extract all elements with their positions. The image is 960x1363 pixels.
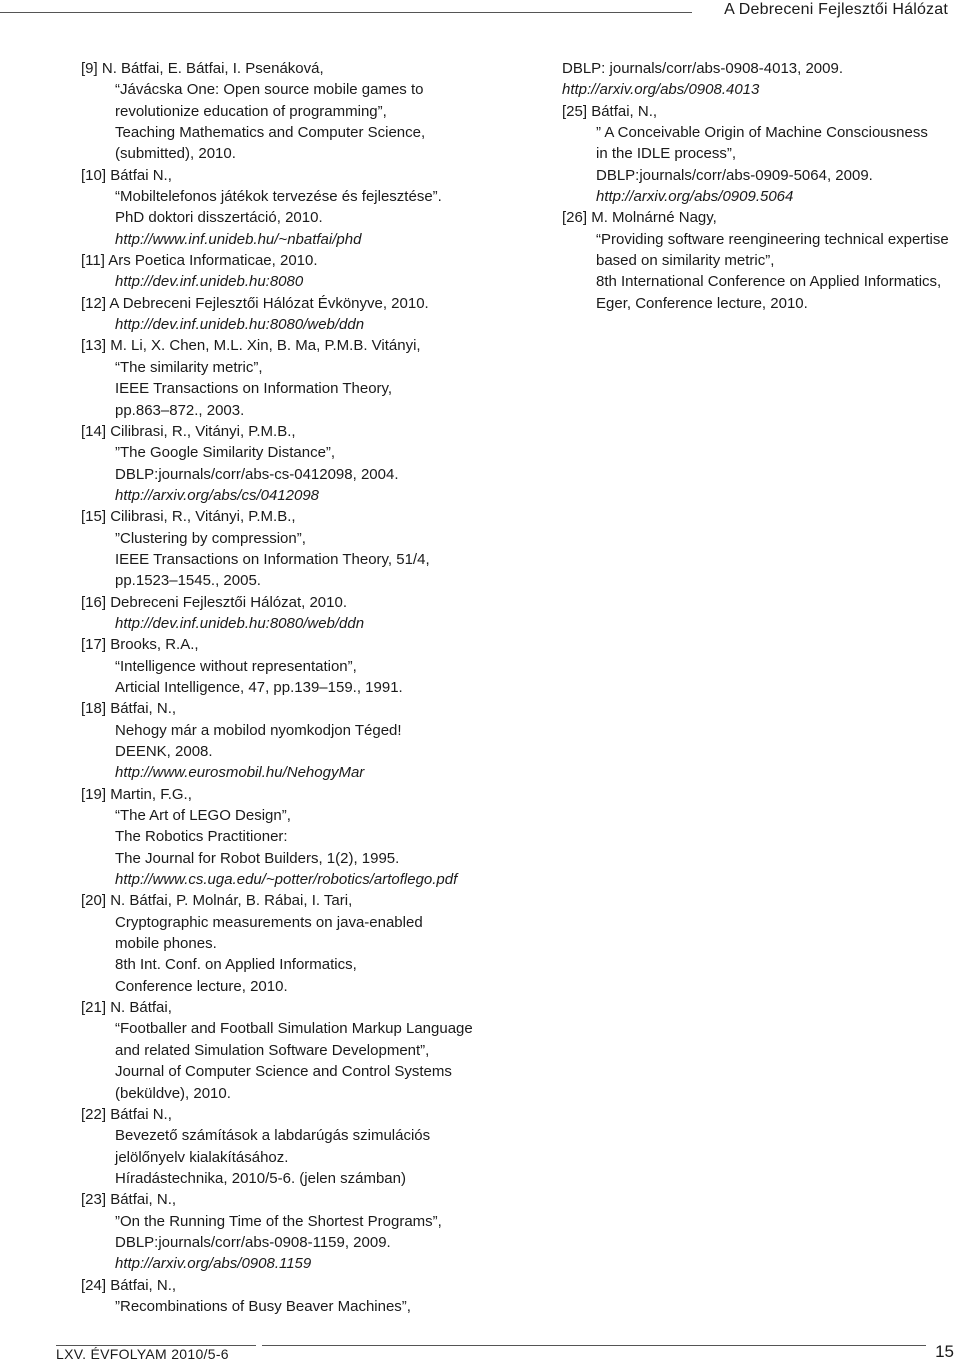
- reference-number: [22]: [81, 1105, 107, 1123]
- reference-text: The Robotics Practitioner:: [115, 828, 288, 846]
- reference-text: Bátfai, N.,: [110, 700, 177, 718]
- reference-text: N. Bátfai,: [110, 999, 172, 1017]
- reference-url[interactable]: http://www.eurosmobil.hu/NehogyMar: [115, 764, 365, 782]
- reference-text: Debreceni Fejlesztői Hálózat, 2010.: [110, 593, 347, 611]
- reference-url[interactable]: http://dev.inf.unideb.hu:8080: [115, 273, 304, 291]
- reference-number: [15]: [81, 508, 107, 526]
- reference-text: Híradástechnika, 2010/5-6. (jelen számban): [115, 1169, 406, 1187]
- reference-text: Ars Poetica Informaticae, 2010.: [108, 252, 318, 270]
- footer-issue: LXV. ÉVFOLYAM 2010/5-6: [56, 1346, 229, 1362]
- reference-entry: [81, 1275, 521, 1318]
- reference-entry: [81, 421, 521, 506]
- reference-entry: [81, 1189, 521, 1274]
- reference-text: “Providing software reengineering technical expertise: [596, 230, 949, 248]
- reference-number: [26]: [562, 209, 588, 227]
- reference-number: [13]: [81, 337, 107, 355]
- reference-text: “Intelligence without representation”,: [115, 657, 357, 675]
- reference-text: Bátfai, N.,: [110, 1276, 177, 1294]
- reference-text: 8th International Conference on Applied Informatics,: [596, 273, 942, 291]
- reference-text: Cilibrasi, R., Vitányi, P.M.B.,: [110, 422, 296, 440]
- reference-text: Bátfai, N.,: [110, 1191, 177, 1209]
- reference-text: (beküldve), 2010.: [115, 1084, 231, 1102]
- reference-entry: [81, 165, 521, 250]
- reference-number: [12]: [81, 294, 107, 312]
- reference-text: 8th Int. Conf. on Applied Informatics,: [115, 956, 357, 974]
- reference-text: and related Simulation Software Development”,: [115, 1041, 430, 1059]
- reference-entry: [81, 1104, 521, 1189]
- reference-number: [10]: [81, 166, 107, 184]
- reference-number: [24]: [81, 1276, 107, 1294]
- references-right-column: [562, 58, 954, 314]
- reference-url[interactable]: http://arxiv.org/abs/cs/0412098: [115, 486, 320, 504]
- reference-number: [16]: [81, 593, 107, 611]
- reference-text: revolutionize education of programming”,: [115, 102, 387, 120]
- reference-text: “The similarity metric”,: [115, 358, 263, 376]
- reference-number: [14]: [81, 422, 107, 440]
- reference-number: [17]: [81, 636, 107, 654]
- reference-number: [11]: [81, 252, 105, 270]
- reference-entry: [81, 506, 521, 591]
- reference-text: IEEE Transactions on Information Theory,: [115, 380, 393, 398]
- reference-text: mobile phones.: [115, 935, 217, 953]
- reference-url[interactable]: http://dev.inf.unideb.hu:8080/web/ddn: [115, 316, 365, 334]
- reference-text: Bevezető számítások a labdarúgás szimulációs: [115, 1127, 431, 1145]
- reference-url[interactable]: http://arxiv.org/abs/0909.5064: [596, 188, 794, 206]
- reference-text: “Footballer and Football Simulation Markup Language: [115, 1020, 473, 1038]
- reference-text: ”Recombinations of Busy Beaver Machines”,: [115, 1297, 411, 1315]
- reference-entry: [81, 997, 521, 1104]
- reference-entry: [562, 101, 954, 208]
- reference-text: Bátfai N.,: [110, 166, 172, 184]
- reference-number: [19]: [81, 785, 107, 803]
- reference-text: Cryptographic measurements on java-enabled: [115, 913, 423, 931]
- reference-text: jelölőnyelv kialakításához.: [115, 1148, 289, 1166]
- reference-url[interactable]: http://dev.inf.unideb.hu:8080/web/ddn: [115, 614, 365, 632]
- reference-entry: [81, 784, 521, 891]
- reference-text: Martin, F.G.,: [110, 785, 192, 803]
- reference-number: [20]: [81, 892, 107, 910]
- reference-text: DBLP: journals/corr/abs-0908-4013, 2009.: [562, 60, 844, 77]
- reference-number: [9]: [81, 60, 98, 77]
- reference-text: based on similarity metric”,: [596, 252, 775, 270]
- reference-text: ” A Conceivable Origin of Machine Consciousness: [596, 124, 928, 142]
- reference-number: [25]: [562, 102, 588, 120]
- reference-entry: [81, 592, 521, 635]
- reference-text: in the IDLE process”,: [596, 145, 737, 163]
- reference-text: ”Clustering by compression”,: [115, 529, 306, 547]
- reference-text: IEEE Transactions on Information Theory, 51/4,: [115, 550, 430, 568]
- reference-text: The Journal for Robot Builders, 1(2), 1995.: [115, 849, 400, 867]
- reference-text: PhD doktori disszertáció, 2010.: [115, 209, 323, 227]
- reference-text: DBLP:journals/corr/abs-0909-5064, 2009.: [596, 166, 873, 184]
- running-header-title: A Debreceni Fejlesztői Hálózat: [724, 1, 948, 18]
- reference-text: Bátfai, N.,: [591, 102, 658, 120]
- references-left-column: [81, 58, 521, 1317]
- reference-entry: [81, 250, 521, 293]
- reference-entry: [81, 698, 521, 783]
- reference-text: DEENK, 2008.: [115, 743, 213, 760]
- reference-url[interactable]: http://arxiv.org/abs/0908.4013: [562, 81, 760, 99]
- reference-text: DBLP:journals/corr/abs-0908-1159, 2009.: [115, 1233, 391, 1251]
- footer-rule-right: [262, 1345, 926, 1346]
- reference-text: Cilibrasi, R., Vitányi, P.M.B.,: [110, 508, 296, 526]
- header-rule: [0, 12, 692, 13]
- reference-entry: [81, 58, 521, 165]
- reference-entry: [81, 293, 521, 336]
- reference-entry: [81, 890, 521, 997]
- reference-url[interactable]: http://www.cs.uga.edu/~potter/robotics/artoflego.pdf: [115, 871, 458, 889]
- reference-entry: [81, 335, 521, 420]
- reference-entry: [562, 207, 954, 314]
- reference-text: “The Art of LEGO Design”,: [115, 807, 291, 825]
- reference-number: [21]: [81, 999, 107, 1017]
- reference-text: ”The Google Similarity Distance”,: [115, 444, 336, 462]
- reference-text: ”On the Running Time of the Shortest Programs”,: [115, 1212, 442, 1230]
- reference-text: Conference lecture, 2010.: [115, 977, 288, 995]
- reference-entry: [562, 58, 954, 101]
- reference-text: M. Molnárné Nagy,: [591, 209, 717, 227]
- page-number: 15: [935, 1342, 954, 1361]
- reference-text: “Jávácska One: Open source mobile games to: [115, 81, 424, 99]
- reference-text: Teaching Mathematics and Computer Science,: [115, 124, 426, 142]
- reference-text: Nehogy már a mobilod nyomkodjon Téged!: [115, 721, 402, 739]
- reference-number: [18]: [81, 700, 107, 718]
- reference-text: “Mobiltelefonos játékok tervezése és fejlesztése”.: [115, 188, 442, 206]
- reference-text: N. Bátfai, P. Molnár, B. Rábai, I. Tari,: [110, 892, 353, 910]
- reference-text: pp.863–872., 2003.: [115, 401, 245, 419]
- reference-number: [23]: [81, 1191, 107, 1209]
- reference-text: DBLP:journals/corr/abs-cs-0412098, 2004.: [115, 465, 399, 483]
- reference-text: A Debreceni Fejlesztői Hálózat Évkönyve, 2010.: [109, 294, 429, 312]
- reference-text: Bátfai N.,: [110, 1105, 172, 1123]
- reference-text: M. Li, X. Chen, M.L. Xin, B. Ma, P.M.B. Vitányi,: [110, 337, 421, 355]
- reference-text: Articial Intelligence, 47, pp.139–159., 1991.: [115, 678, 403, 696]
- reference-text: Journal of Computer Science and Control Systems: [115, 1063, 452, 1081]
- reference-text: Brooks, R.A.,: [110, 636, 199, 654]
- reference-url[interactable]: http://arxiv.org/abs/0908.1159: [115, 1255, 312, 1273]
- reference-url[interactable]: http://www.inf.unideb.hu/~nbatfai/phd: [115, 230, 362, 248]
- reference-entry: [81, 634, 521, 698]
- reference-text: Eger, Conference lecture, 2010.: [596, 294, 808, 312]
- reference-text: N. Bátfai, E. Bátfai, I. Psenáková,: [101, 60, 324, 77]
- reference-text: (submitted), 2010.: [115, 145, 236, 163]
- reference-text: pp.1523–1545., 2005.: [115, 572, 261, 590]
